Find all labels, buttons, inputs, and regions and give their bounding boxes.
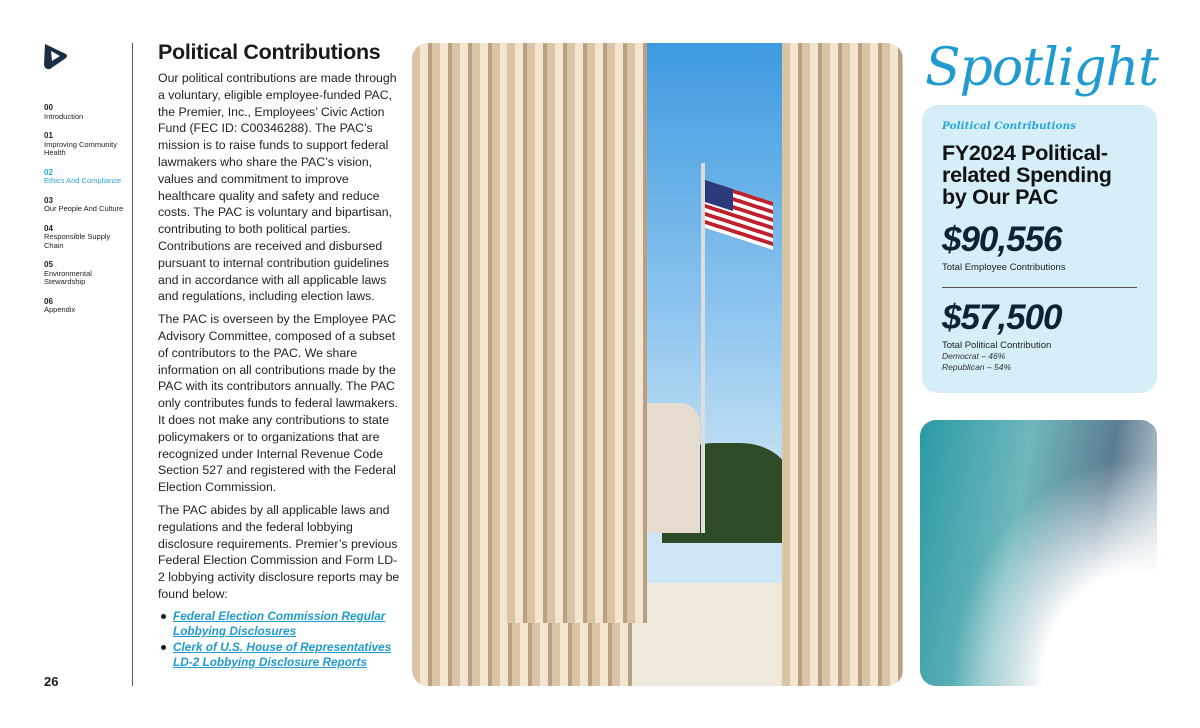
paragraph: Our political contributions are made through a voluntary, eligible employee-funded PAC, the Premier, Inc., Employees’ Civic Action Fund (FEC ID: C00346288). The PAC’s mission is to raise funds to support federal lawmakers who share the PAC’s vision, values and commitment to improve healthcare quality and safety and reduce costs. The PAC is voluntary and bipartisan, contributing to both political parties. Contributions are received and disbursed pursuant to internal contribution guidelines and in accordance with all applicable laws and regulations, including election laws. xyxy=(158,71,397,304)
paragraph: The PAC is overseen by the Employee PAC Advisory Committee, composed of a subset of contributors to the PAC. We share information on all contributions made by the PAC with its contributors annually. The PAC only contributes funds to federal lawmakers. It does not make any contributions to state policymakers or to organizations that are recognized under Internal Revenue Code Section 527 and registered with the Federal Election Commission. xyxy=(158,312,398,495)
nav-item-environmental[interactable]: 05 Environmental Stewardship xyxy=(44,260,92,286)
paragraph: The PAC abides by all applicable laws and regulations and the federal lobbying disclosure requirements. Premier’s previous Federal Election Commission and Form LD-2 lobbying activity disclosure reports may be found below: xyxy=(158,502,400,601)
political-contribution-label: Total Political Contribution xyxy=(942,340,1052,351)
fec-disclosures-link[interactable]: Federal Election Commission Regular Lobbying Disclosures xyxy=(173,608,386,639)
section-nav xyxy=(44,104,129,326)
premier-logo xyxy=(42,42,68,70)
list-item xyxy=(158,640,400,671)
house-ld2-reports-link[interactable]: Clerk of U.S. House of Representatives LD-2 Lobbying Disclosure Reports xyxy=(173,639,392,670)
republican-share: Republican – 54% xyxy=(942,362,1011,372)
supreme-court-photo xyxy=(412,43,903,686)
card-kicker: Political Contributions xyxy=(942,120,1077,132)
divider xyxy=(942,287,1137,288)
page-title: Political Contributions xyxy=(158,40,381,64)
divider xyxy=(132,43,133,686)
nav-item-introduction[interactable]: 00 Introduction xyxy=(44,103,84,121)
spotlight-card xyxy=(922,105,1157,393)
democrat-share: Democrat – 46% xyxy=(942,351,1006,361)
nav-item-supply-chain[interactable]: 04 Responsible Supply Chain xyxy=(44,223,111,250)
column xyxy=(782,43,903,686)
employee-contributions-amount: $90,556 xyxy=(942,220,1062,259)
card-title: FY2024 Political-related Spending by Our PAC xyxy=(942,141,1112,209)
nav-item-ethics[interactable]: 02 Ethics And Compliance xyxy=(44,167,122,185)
nav-item-community-health[interactable]: 01 Improving Community Health xyxy=(44,131,117,157)
political-contribution-amount: $57,500 xyxy=(942,298,1062,337)
body-text xyxy=(158,70,400,671)
link-list xyxy=(158,609,400,671)
nav-item-appendix[interactable]: 06 Appendix xyxy=(44,296,76,314)
page-number: 26 xyxy=(44,674,59,689)
decorative-gradient-panel xyxy=(920,420,1157,686)
list-item xyxy=(158,609,400,640)
nav-item-people[interactable]: 03 Our People And Culture xyxy=(44,195,124,213)
column xyxy=(507,43,647,623)
employee-contributions-label: Total Employee Contributions xyxy=(942,262,1066,273)
spotlight-heading: Spotlight xyxy=(925,38,1159,98)
